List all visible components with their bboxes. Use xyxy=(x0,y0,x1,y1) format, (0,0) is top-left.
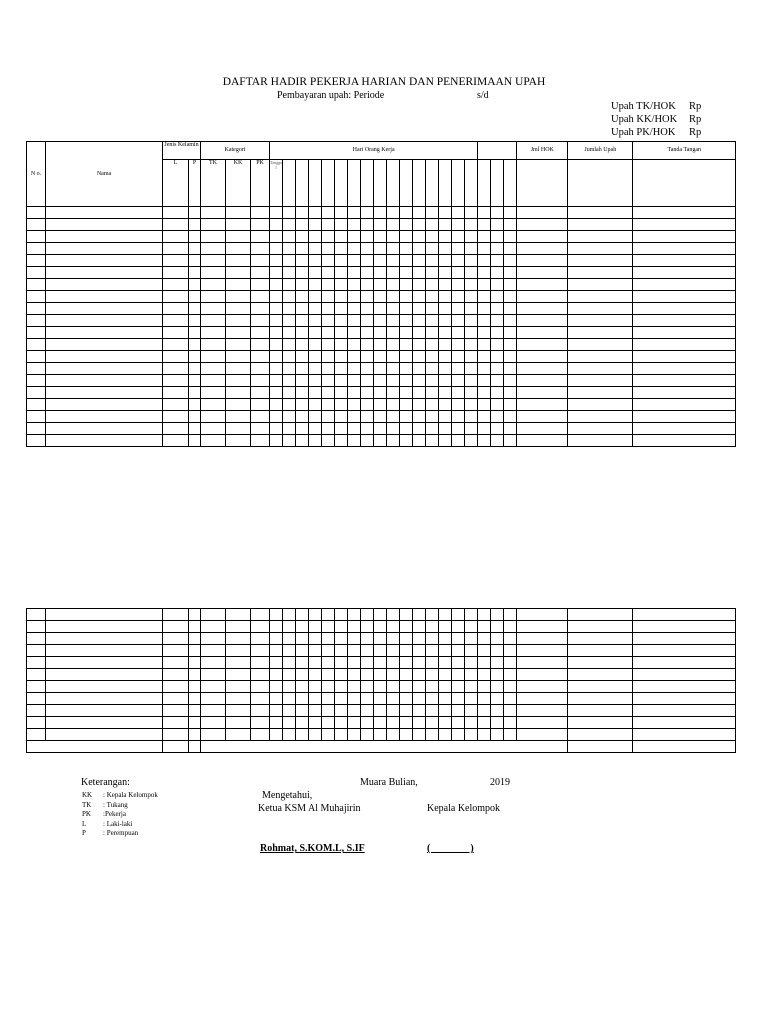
legend-code: TK xyxy=(82,800,92,809)
col-no-header: N o. xyxy=(27,142,46,207)
table-row xyxy=(27,693,736,705)
place-label: Muara Bulian, xyxy=(360,777,418,788)
signer-name: Rohmat, S.KOM.L, S.IF xyxy=(260,843,365,854)
sd-label: s/d xyxy=(477,90,489,101)
col-kategori-header: Kategori xyxy=(201,142,270,160)
document-title: DAFTAR HADIR PEKERJA HARIAN DAN PENERIMAAN UPAH xyxy=(222,76,546,88)
sub-tk: TK xyxy=(201,160,226,207)
table-row xyxy=(27,363,736,375)
table-row xyxy=(27,435,736,447)
legend-code: L xyxy=(82,819,87,828)
table-row xyxy=(27,315,736,327)
table-row xyxy=(27,243,736,255)
table-row xyxy=(27,705,736,717)
blank-signer: ( ) xyxy=(427,843,474,854)
table-row xyxy=(27,207,736,219)
attendance-table-top xyxy=(26,141,736,447)
table-row xyxy=(27,669,736,681)
sub-p: P xyxy=(189,160,201,207)
legend-desc: :Pekerja xyxy=(103,810,126,818)
table-row xyxy=(27,717,736,729)
kepala-label: Kepala Kelompok xyxy=(427,803,501,814)
col-jenis-kelamin-header: Jenis Kelamin xyxy=(163,142,201,160)
rate-pk xyxy=(611,127,702,138)
legend-desc: : Kepala Kelompok xyxy=(103,791,158,799)
table-row xyxy=(27,291,736,303)
table-row xyxy=(27,609,736,621)
table-row xyxy=(27,351,736,363)
table-row xyxy=(27,621,736,633)
table-row xyxy=(27,255,736,267)
table-row xyxy=(27,339,736,351)
rate-tk-label: Upah TK/HOK xyxy=(611,101,676,112)
table-row xyxy=(27,231,736,243)
table-row xyxy=(27,681,736,693)
col-nama-header: Nama xyxy=(46,142,163,207)
table-row xyxy=(27,267,736,279)
sub-kk: KK xyxy=(226,160,251,207)
sub-l: L xyxy=(163,160,189,207)
col-jml-hok-header: Jml HOK xyxy=(517,142,568,160)
rate-kk xyxy=(611,114,702,125)
mengetahui-label: Mengetahui, xyxy=(262,790,313,801)
table-row xyxy=(27,423,736,435)
legend-code: P xyxy=(82,829,86,837)
col-jumlah-upah-header: Jumlah Upah xyxy=(568,142,633,160)
year-label: 2019 xyxy=(490,777,510,788)
rate-kk-label: Upah KK/HOK xyxy=(611,114,678,125)
col-tanda-tangan-header: Tanda Tangan xyxy=(633,142,736,160)
legend-code: KK xyxy=(82,791,93,799)
keterangan-label: Keterangan: xyxy=(81,777,130,788)
rate-kk-currency: Rp xyxy=(689,114,702,125)
rate-pk-label: Upah PK/HOK xyxy=(611,127,676,138)
legend-code: PK xyxy=(82,810,91,818)
legend-desc: : Perempuan xyxy=(103,829,139,837)
table-row xyxy=(27,387,736,399)
attendance-table-bottom xyxy=(26,608,736,753)
sub-pk: PK xyxy=(251,160,270,207)
table-row xyxy=(27,303,736,315)
table-row xyxy=(27,375,736,387)
rate-tk-currency: Rp xyxy=(689,101,702,112)
rate-pk-currency: Rp xyxy=(689,127,702,138)
table-row xyxy=(27,645,736,657)
table-row xyxy=(27,279,736,291)
ketua-label: Ketua KSM Al Muhajirin xyxy=(258,803,361,814)
legend-desc: : Tukang xyxy=(103,800,128,809)
table-row xyxy=(27,327,736,339)
table-row xyxy=(27,633,736,645)
table-row xyxy=(27,729,736,741)
col-hari-header: Hari Orang Kerja xyxy=(270,142,478,160)
table-row xyxy=(27,411,736,423)
tanggal-vertical: Tanggal xyxy=(270,160,283,207)
total-row xyxy=(27,741,736,753)
table-row xyxy=(27,219,736,231)
legend-desc: : Laki-laki xyxy=(103,819,133,828)
periode-label: Pembayaran upah: Periode xyxy=(277,90,385,101)
rate-tk xyxy=(611,101,702,112)
table-row xyxy=(27,657,736,669)
table-row xyxy=(27,399,736,411)
